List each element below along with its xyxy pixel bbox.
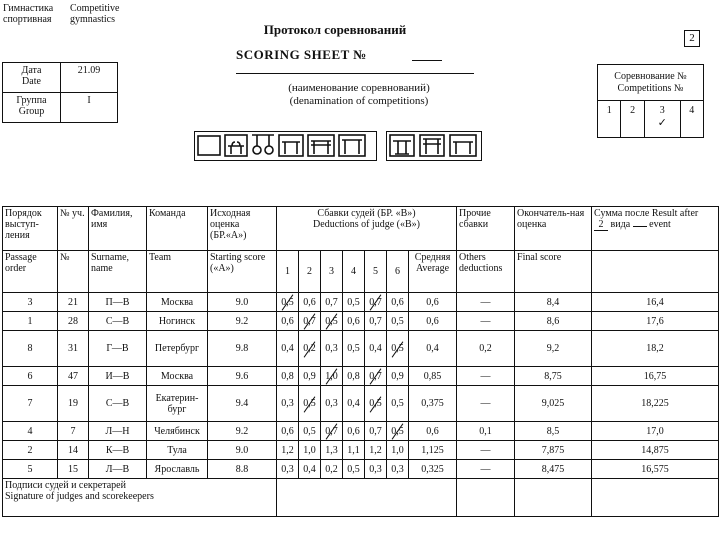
col-average-ru: Средняя	[414, 252, 451, 263]
cell-number: 19	[58, 386, 89, 422]
cell-other-deductions: —	[457, 312, 515, 331]
cell-judge-6: 1,0	[387, 441, 409, 460]
date-label-en: Date	[22, 76, 41, 87]
cell-average: 0,4	[409, 331, 457, 367]
competition-number-label	[598, 65, 704, 101]
date-label	[3, 63, 61, 93]
cell-judge-2: 0,5	[299, 386, 321, 422]
col-judge-6: 6	[387, 251, 409, 293]
col-start-en: Starting score («А»)	[208, 251, 277, 293]
cell-name: И—В	[89, 367, 147, 386]
competition-number-4-text: 4	[689, 105, 695, 116]
cell-judge-1: 0,4	[277, 331, 299, 367]
cell-order: 5	[3, 460, 58, 479]
cell-judge-3: 1,0	[321, 367, 343, 386]
cell-judge-6: 0,3	[387, 460, 409, 479]
col-sum-spacer	[592, 251, 719, 293]
cell-team: Тула	[147, 441, 208, 460]
col-judge-3: 3	[321, 251, 343, 293]
cell-name: Г—В	[89, 331, 147, 367]
col-result-en: Result after	[651, 208, 699, 219]
competition-name-line	[236, 73, 474, 74]
cell-team: Петербург	[147, 331, 208, 367]
col-other-en: Others deductions	[457, 251, 515, 293]
col-sum-head	[592, 207, 719, 251]
cell-average: 0,6	[409, 312, 457, 331]
cell-team: Ногинск	[147, 312, 208, 331]
cell-judge-3: 0,7	[321, 293, 343, 312]
cell-judge-5: 0,7	[365, 312, 387, 331]
signature-cell-1	[277, 479, 457, 517]
competition-number-2	[621, 101, 644, 138]
cell-number: 47	[58, 367, 89, 386]
group-label-ru: Группа	[16, 95, 47, 106]
col-num-ru: № уч.	[58, 207, 89, 251]
page-title-ru: Протокол соревнований	[263, 22, 407, 37]
cell-judge-2: 0,2	[299, 331, 321, 367]
cell-start-score: 9.4	[208, 386, 277, 422]
cell-start-score: 9.2	[208, 422, 277, 441]
date-label-ru: Дата	[21, 65, 42, 76]
gym-en-line1: Competitive	[70, 3, 120, 14]
competition-number-1	[598, 101, 621, 138]
cell-judge-1: 0,3	[277, 386, 299, 422]
cell-judge-4: 0,5	[343, 293, 365, 312]
cell-judge-4: 0,6	[343, 312, 365, 331]
col-average-en: Average	[415, 263, 450, 274]
cell-other-deductions: —	[457, 460, 515, 479]
cell-number: 31	[58, 331, 89, 367]
cell-number: 21	[58, 293, 89, 312]
cell-judge-2: 0,4	[299, 460, 321, 479]
scoring-table	[2, 206, 719, 517]
cell-judge-1: 0,8	[277, 367, 299, 386]
cell-judge-4: 1,1	[343, 441, 365, 460]
cell-judge-1: 0,5	[277, 293, 299, 312]
cell-name: С—В	[89, 312, 147, 331]
cell-final-score: 8,75	[515, 367, 592, 386]
cell-judge-6: 0,6	[387, 293, 409, 312]
col-judge-1: 1	[277, 251, 299, 293]
cell-final-score: 9,2	[515, 331, 592, 367]
cell-result-sum: 14,875	[592, 441, 719, 460]
page-title-en: SCORING SHEET №	[236, 47, 367, 62]
cell-judge-5: 0,7	[365, 367, 387, 386]
col-sum-ru2: вида	[610, 219, 631, 230]
competition-number-4	[680, 101, 703, 138]
cell-judge-3: 0,3	[321, 386, 343, 422]
gym-ru-line1: Гимнастика	[3, 3, 54, 14]
cell-other-deductions: 0,1	[457, 422, 515, 441]
competition-number-2-text: 2	[630, 105, 636, 116]
cell-judge-3: 0,2	[321, 460, 343, 479]
cell-average: 0,375	[409, 386, 457, 422]
cell-other-deductions: 0,2	[457, 331, 515, 367]
col-judge-5: 5	[365, 251, 387, 293]
signature-label	[3, 479, 277, 517]
col-result-blank	[633, 226, 647, 227]
signature-label-ru: Подписи судей и секретарей	[5, 480, 126, 491]
cell-judge-3: 0,3	[321, 331, 343, 367]
cell-judge-6: 0,5	[387, 312, 409, 331]
competition-number-3	[644, 101, 680, 138]
col-final-en: Final score	[515, 251, 592, 293]
uneven-bars-icon	[420, 135, 444, 156]
cell-order: 3	[3, 293, 58, 312]
cell-judge-1: 0,6	[277, 312, 299, 331]
cell-judge-2: 0,5	[299, 422, 321, 441]
cell-judge-4: 0,8	[343, 367, 365, 386]
cell-average: 0,6	[409, 293, 457, 312]
cell-start-score: 9.6	[208, 367, 277, 386]
cell-judge-6: 0,9	[387, 367, 409, 386]
cell-judge-6: 0,5	[387, 331, 409, 367]
col-judge-4: 4	[343, 251, 365, 293]
cell-result-sum: 18,2	[592, 331, 719, 367]
cell-average: 0,85	[409, 367, 457, 386]
col-sum-blank: 2	[594, 219, 608, 231]
col-deductions-en: Deductions of judge («В»)	[313, 219, 420, 230]
cell-start-score: 9.2	[208, 312, 277, 331]
parallel-bars-icon	[308, 135, 334, 156]
cell-order: 8	[3, 331, 58, 367]
cell-start-score: 8.8	[208, 460, 277, 479]
table-row	[3, 460, 719, 479]
table-row	[3, 386, 719, 422]
cell-judge-2: 0,6	[299, 293, 321, 312]
cell-average: 0,325	[409, 460, 457, 479]
date-group-box	[2, 62, 118, 123]
cell-result-sum: 16,575	[592, 460, 719, 479]
cell-result-sum: 17,6	[592, 312, 719, 331]
col-num-en: №	[58, 251, 89, 293]
cell-judge-1: 0,6	[277, 422, 299, 441]
cell-name: К—В	[89, 441, 147, 460]
cell-judge-3: 0,7	[321, 422, 343, 441]
cell-other-deductions: —	[457, 293, 515, 312]
cell-order: 6	[3, 367, 58, 386]
table-row	[3, 367, 719, 386]
signature-cell-3	[515, 479, 592, 517]
col-result-en2: event	[649, 219, 671, 230]
cell-judge-6: 0,5	[387, 422, 409, 441]
table-row	[3, 441, 719, 460]
cell-team: Москва	[147, 367, 208, 386]
competition-name-caption-en: (denamination of competitions)	[289, 95, 429, 107]
signature-cell-2	[457, 479, 515, 517]
group-label-en: Group	[18, 106, 45, 117]
cell-name: П—В	[89, 293, 147, 312]
cell-other-deductions: —	[457, 386, 515, 422]
cell-final-score: 8,5	[515, 422, 592, 441]
cell-judge-3: 0,5	[321, 312, 343, 331]
competition-no-en: Competitions №	[617, 82, 684, 94]
high-bar-icon	[339, 135, 365, 156]
cell-name: Л—В	[89, 460, 147, 479]
cell-order: 7	[3, 386, 58, 422]
date-value: 21.09	[61, 63, 118, 93]
apparatus-women-svg	[387, 132, 481, 159]
rings-icon	[252, 135, 274, 154]
cell-other-deductions: —	[457, 367, 515, 386]
cell-result-sum: 16,4	[592, 293, 719, 312]
col-judge-2: 2	[299, 251, 321, 293]
cell-judge-4: 0,5	[343, 460, 365, 479]
group-label	[3, 93, 61, 123]
col-team-ru: Команда	[147, 207, 208, 251]
cell-name: Л—Н	[89, 422, 147, 441]
col-start-ru: Исходная оценка (БР.«А»)	[208, 207, 277, 251]
cell-start-score: 9.0	[208, 441, 277, 460]
cell-number: 14	[58, 441, 89, 460]
floor-icon	[198, 136, 220, 155]
cell-result-sum: 17,0	[592, 422, 719, 441]
competition-name-caption-ru: (наименование соревнований)	[288, 82, 430, 94]
competition-number-box	[597, 64, 704, 138]
table-row	[3, 293, 719, 312]
cell-order: 1	[3, 312, 58, 331]
cell-start-score: 9.0	[208, 293, 277, 312]
competition-number-1-text: 1	[606, 105, 612, 116]
col-other-ru: Прочие сбавки	[457, 207, 515, 251]
cell-average: 1,125	[409, 441, 457, 460]
col-final-ru: Окончатель-ная оценка	[515, 207, 592, 251]
cell-number: 28	[58, 312, 89, 331]
page-number: 2	[684, 30, 700, 47]
signature-label-en: Signature of judges and scorekeepers	[5, 491, 154, 502]
cell-result-sum: 16,75	[592, 367, 719, 386]
cell-average: 0,6	[409, 422, 457, 441]
col-surname-en: Surname, name	[89, 251, 147, 293]
vault-icon	[279, 135, 303, 156]
cell-number: 15	[58, 460, 89, 479]
signature-cell-4	[592, 479, 719, 517]
col-deductions-ru: Сбавки судей (БР. «В»)	[317, 208, 416, 219]
cell-final-score: 8,475	[515, 460, 592, 479]
cell-number: 7	[58, 422, 89, 441]
vault-table-icon	[390, 135, 414, 156]
cell-name: С—В	[89, 386, 147, 422]
cell-judge-2: 0,7	[299, 312, 321, 331]
cell-order: 2	[3, 441, 58, 460]
table-row	[3, 312, 719, 331]
col-sum-ru: Сумма после	[594, 208, 650, 219]
apparatus-men-svg	[195, 132, 375, 159]
gymnastics-label-ru	[3, 3, 65, 25]
cell-judge-2: 0,9	[299, 367, 321, 386]
cell-order: 4	[3, 422, 58, 441]
cell-judge-4: 0,6	[343, 422, 365, 441]
cell-judge-5: 0,5	[365, 386, 387, 422]
cell-final-score: 8,4	[515, 293, 592, 312]
competition-number-3-text: 3	[659, 105, 665, 116]
cell-team: Ярославль	[147, 460, 208, 479]
col-deductions-head	[277, 207, 457, 251]
col-order-en: Passage order	[3, 251, 58, 293]
cell-team: Челябинск	[147, 422, 208, 441]
cell-final-score: 8,6	[515, 312, 592, 331]
cell-start-score: 9.8	[208, 331, 277, 367]
apparatus-group-women	[386, 131, 482, 161]
col-order-ru: Порядок выступ-ления	[3, 207, 58, 251]
col-surname-ru: Фамилия, имя	[89, 207, 147, 251]
scoring-sheet-number-blank	[412, 60, 442, 61]
cell-judge-4: 0,5	[343, 331, 365, 367]
table-row	[3, 331, 719, 367]
cell-judge-5: 0,7	[365, 293, 387, 312]
cell-judge-1: 1,2	[277, 441, 299, 460]
col-average	[409, 251, 457, 293]
cell-team: Москва	[147, 293, 208, 312]
beam-icon	[450, 135, 476, 156]
cell-judge-2: 1,0	[299, 441, 321, 460]
gym-ru-line2: спортивная	[3, 14, 52, 25]
competition-no-ru: Соревнование №	[614, 70, 687, 82]
table-row	[3, 422, 719, 441]
apparatus-group-men	[194, 131, 377, 161]
cell-other-deductions: —	[457, 441, 515, 460]
pommel-horse-icon	[225, 135, 247, 156]
check-icon: ✓	[657, 117, 667, 129]
cell-judge-5: 0,4	[365, 331, 387, 367]
cell-judge-6: 0,5	[387, 386, 409, 422]
gym-en-line2: gymnastics	[70, 14, 115, 25]
cell-result-sum: 18,225	[592, 386, 719, 422]
cell-judge-4: 0,4	[343, 386, 365, 422]
cell-judge-5: 1,2	[365, 441, 387, 460]
gymnastics-label-en	[70, 3, 132, 25]
cell-judge-5: 0,7	[365, 422, 387, 441]
col-team-en: Team	[147, 251, 208, 293]
cell-judge-1: 0,3	[277, 460, 299, 479]
cell-team: Екатерин-бург	[147, 386, 208, 422]
cell-final-score: 9,025	[515, 386, 592, 422]
cell-judge-3: 1,3	[321, 441, 343, 460]
cell-final-score: 7,875	[515, 441, 592, 460]
group-value: I	[61, 93, 118, 123]
cell-judge-5: 0,3	[365, 460, 387, 479]
